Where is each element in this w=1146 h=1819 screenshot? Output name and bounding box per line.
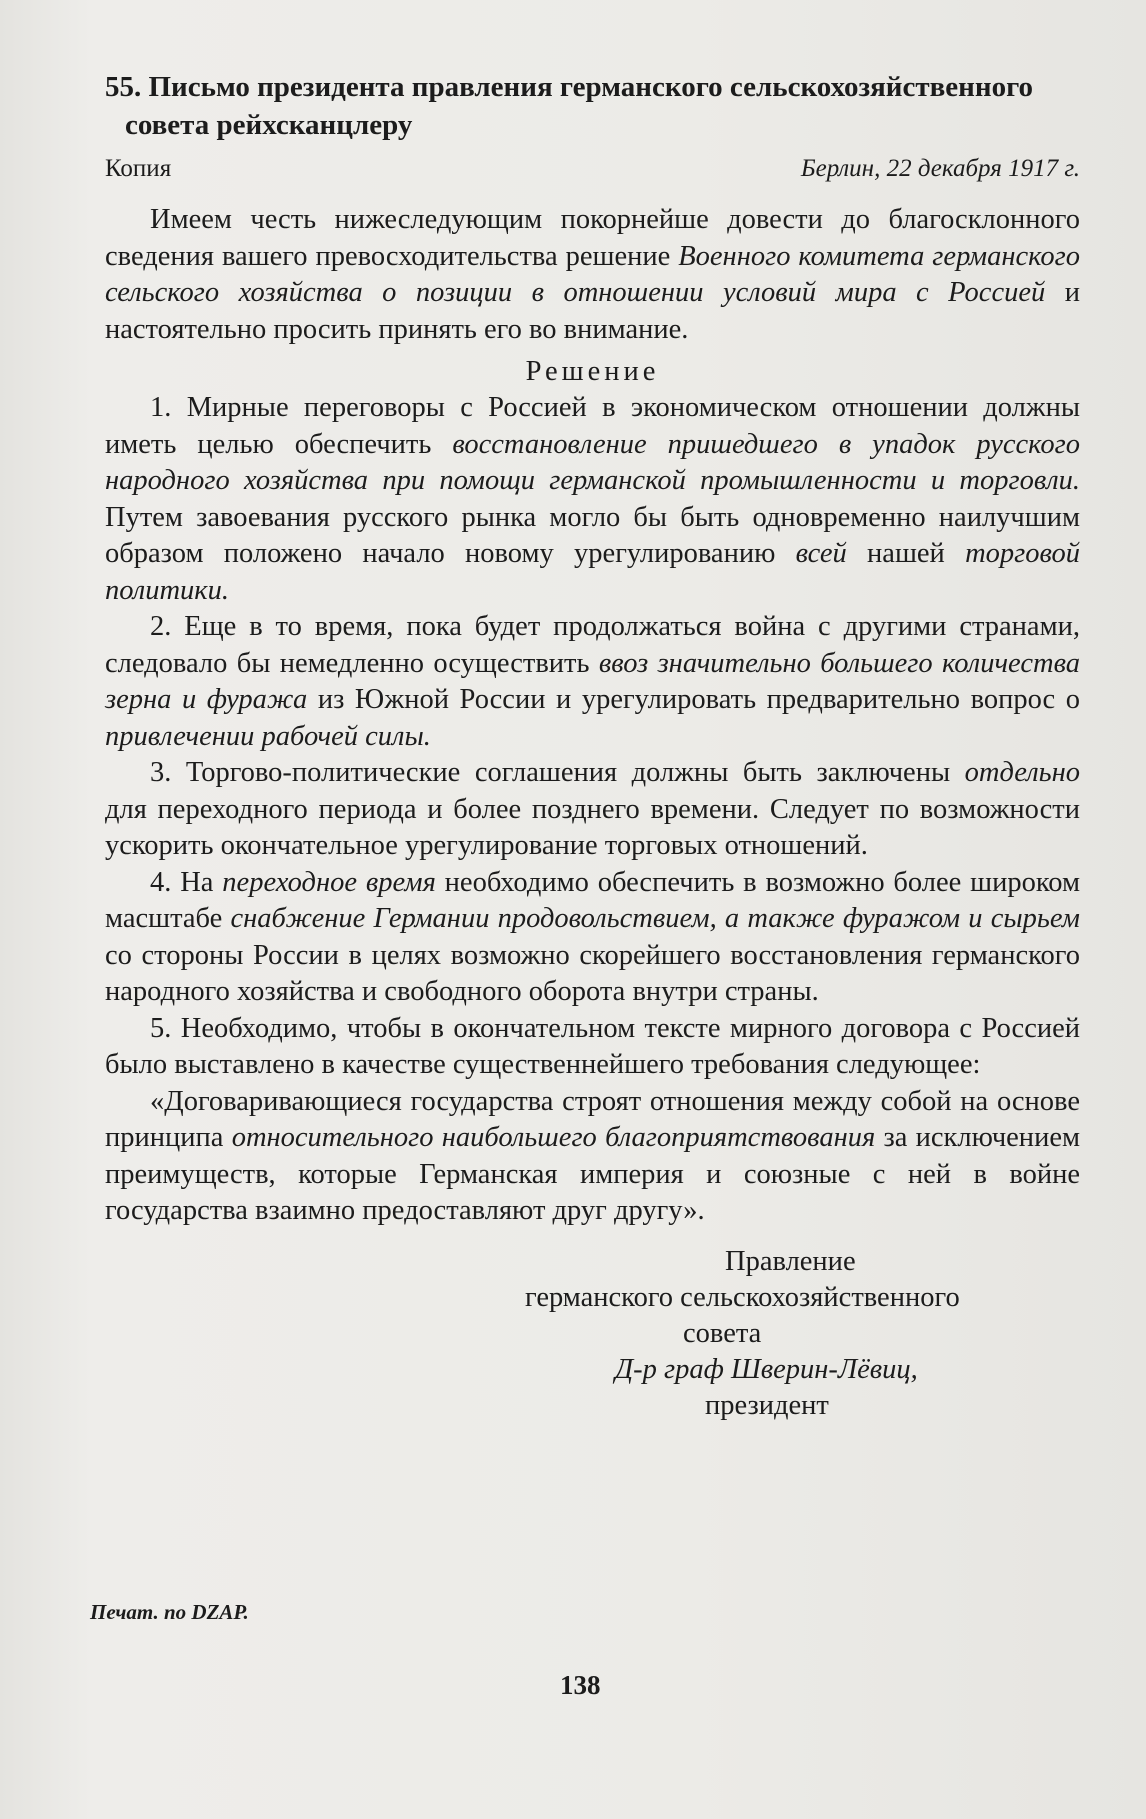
signature-line-2: германского сельскохозяйственного [525,1281,960,1313]
p1-italic-f: торговой политики. [105,538,1081,606]
p1-text-c: Путем завоевания русского рынка могло бы быть одновременно наилучшим образом положено начало новому урегулированию [105,501,1080,569]
quote-text-a: «Договаривающиеся государства строят отношения между собой на основе принципа [105,1085,1080,1153]
p4-italic-b: переходное время [222,866,436,898]
signature-name: Д-р граф Шверин-Лёвиц, [615,1353,918,1385]
p4-text-c: необходимо обеспечить в возможно более широком масштабе [105,866,1080,934]
document-title: 55. Письмо президента правления германского сельскохозяйственного совета рейхсканцлеру [105,71,1034,141]
quote-italic-b: относительного наибольшего благоприятствования [231,1122,876,1153]
quote-paragraph [105,1084,1080,1230]
p4-text-e: со стороны России в целях возможно скорейшего восстановления германского народного хозяйства и свободного оборота внутри страны. [105,939,1080,1007]
signature-line-3: совета [683,1317,762,1349]
paragraph-1 [105,390,1080,609]
source-note: Печат. по DZAP. [90,1600,249,1624]
document-content [105,68,1080,1424]
p2-text-c: из Южной России и урегулировать предварительно вопрос о [307,684,1081,715]
intro-paragraph [105,202,1080,348]
p1-text-e: нашей [846,538,966,569]
p1-italic-b: восстановление пришедшего в упадок русского народного хозяйства при помощи германской промышленности и торговли. [105,428,1081,496]
paragraph-4 [105,865,1080,1011]
paragraph-3 [105,755,1080,865]
date-place: Берлин, 22 декабря 1917 г. [800,155,1080,182]
intro-italic-1: Военного комитета германского сельского хозяйства о позиции в отношении условий мира с Россией [105,240,1080,308]
p2-text-a: 2. Еще в то время, пока будет продолжаться война с другими странами, следовало бы немедленно осуществить [105,611,1080,679]
paragraph-2 [105,609,1080,755]
p1-text-a: 1. Мирные переговоры с Россией в экономическом отношении должны иметь целью обеспечить [105,392,1080,460]
intro-text-2: и настоятельно просить принять его во внимание. [105,277,1080,345]
paragraph-5: 5. Необходимо, чтобы в окончательном тексте мирного договора с Россией было выставлено в качестве существеннейшего требования следующее: [105,1012,1080,1080]
p4-text-a: 4. На [150,866,223,898]
signature-position: президент [705,1389,829,1421]
signature-block [105,1244,1080,1424]
p4-italic-d: снабжение Германии продовольствием, а также фуражом и сырьем [230,903,1080,934]
intro-text-1: Имеем честь нижеследующим покорнейше довести до благосклонного сведения вашего превосходительства решение [105,204,1080,272]
p3-italic-b: отдельно [964,757,1080,788]
meta-row [105,152,1080,186]
copy-label: Копия [105,155,172,182]
p2-italic-b: ввоз значительно большего количества зерна и фуража [105,647,1080,715]
p3-text-c: для переходного периода и более позднего времени. Следует по возможности ускорить окончательное урегулирование торговых отношений. [105,793,1080,861]
section-heading: Решение [525,356,660,387]
signature-line-1: Правление [725,1245,856,1277]
page-number: 138 [560,1670,601,1700]
quote-text-c: за исключением преимуществ, которые Германская империя и союзные с ней в войне государства взаимно предоставляют друг другу». [105,1122,1080,1226]
p1-italic-d: всей [795,538,847,569]
p3-text-a: 3. Торгово-политические соглашения должны быть заключены [150,757,965,788]
p2-italic-d: привлечении рабочей силы. [105,720,431,752]
